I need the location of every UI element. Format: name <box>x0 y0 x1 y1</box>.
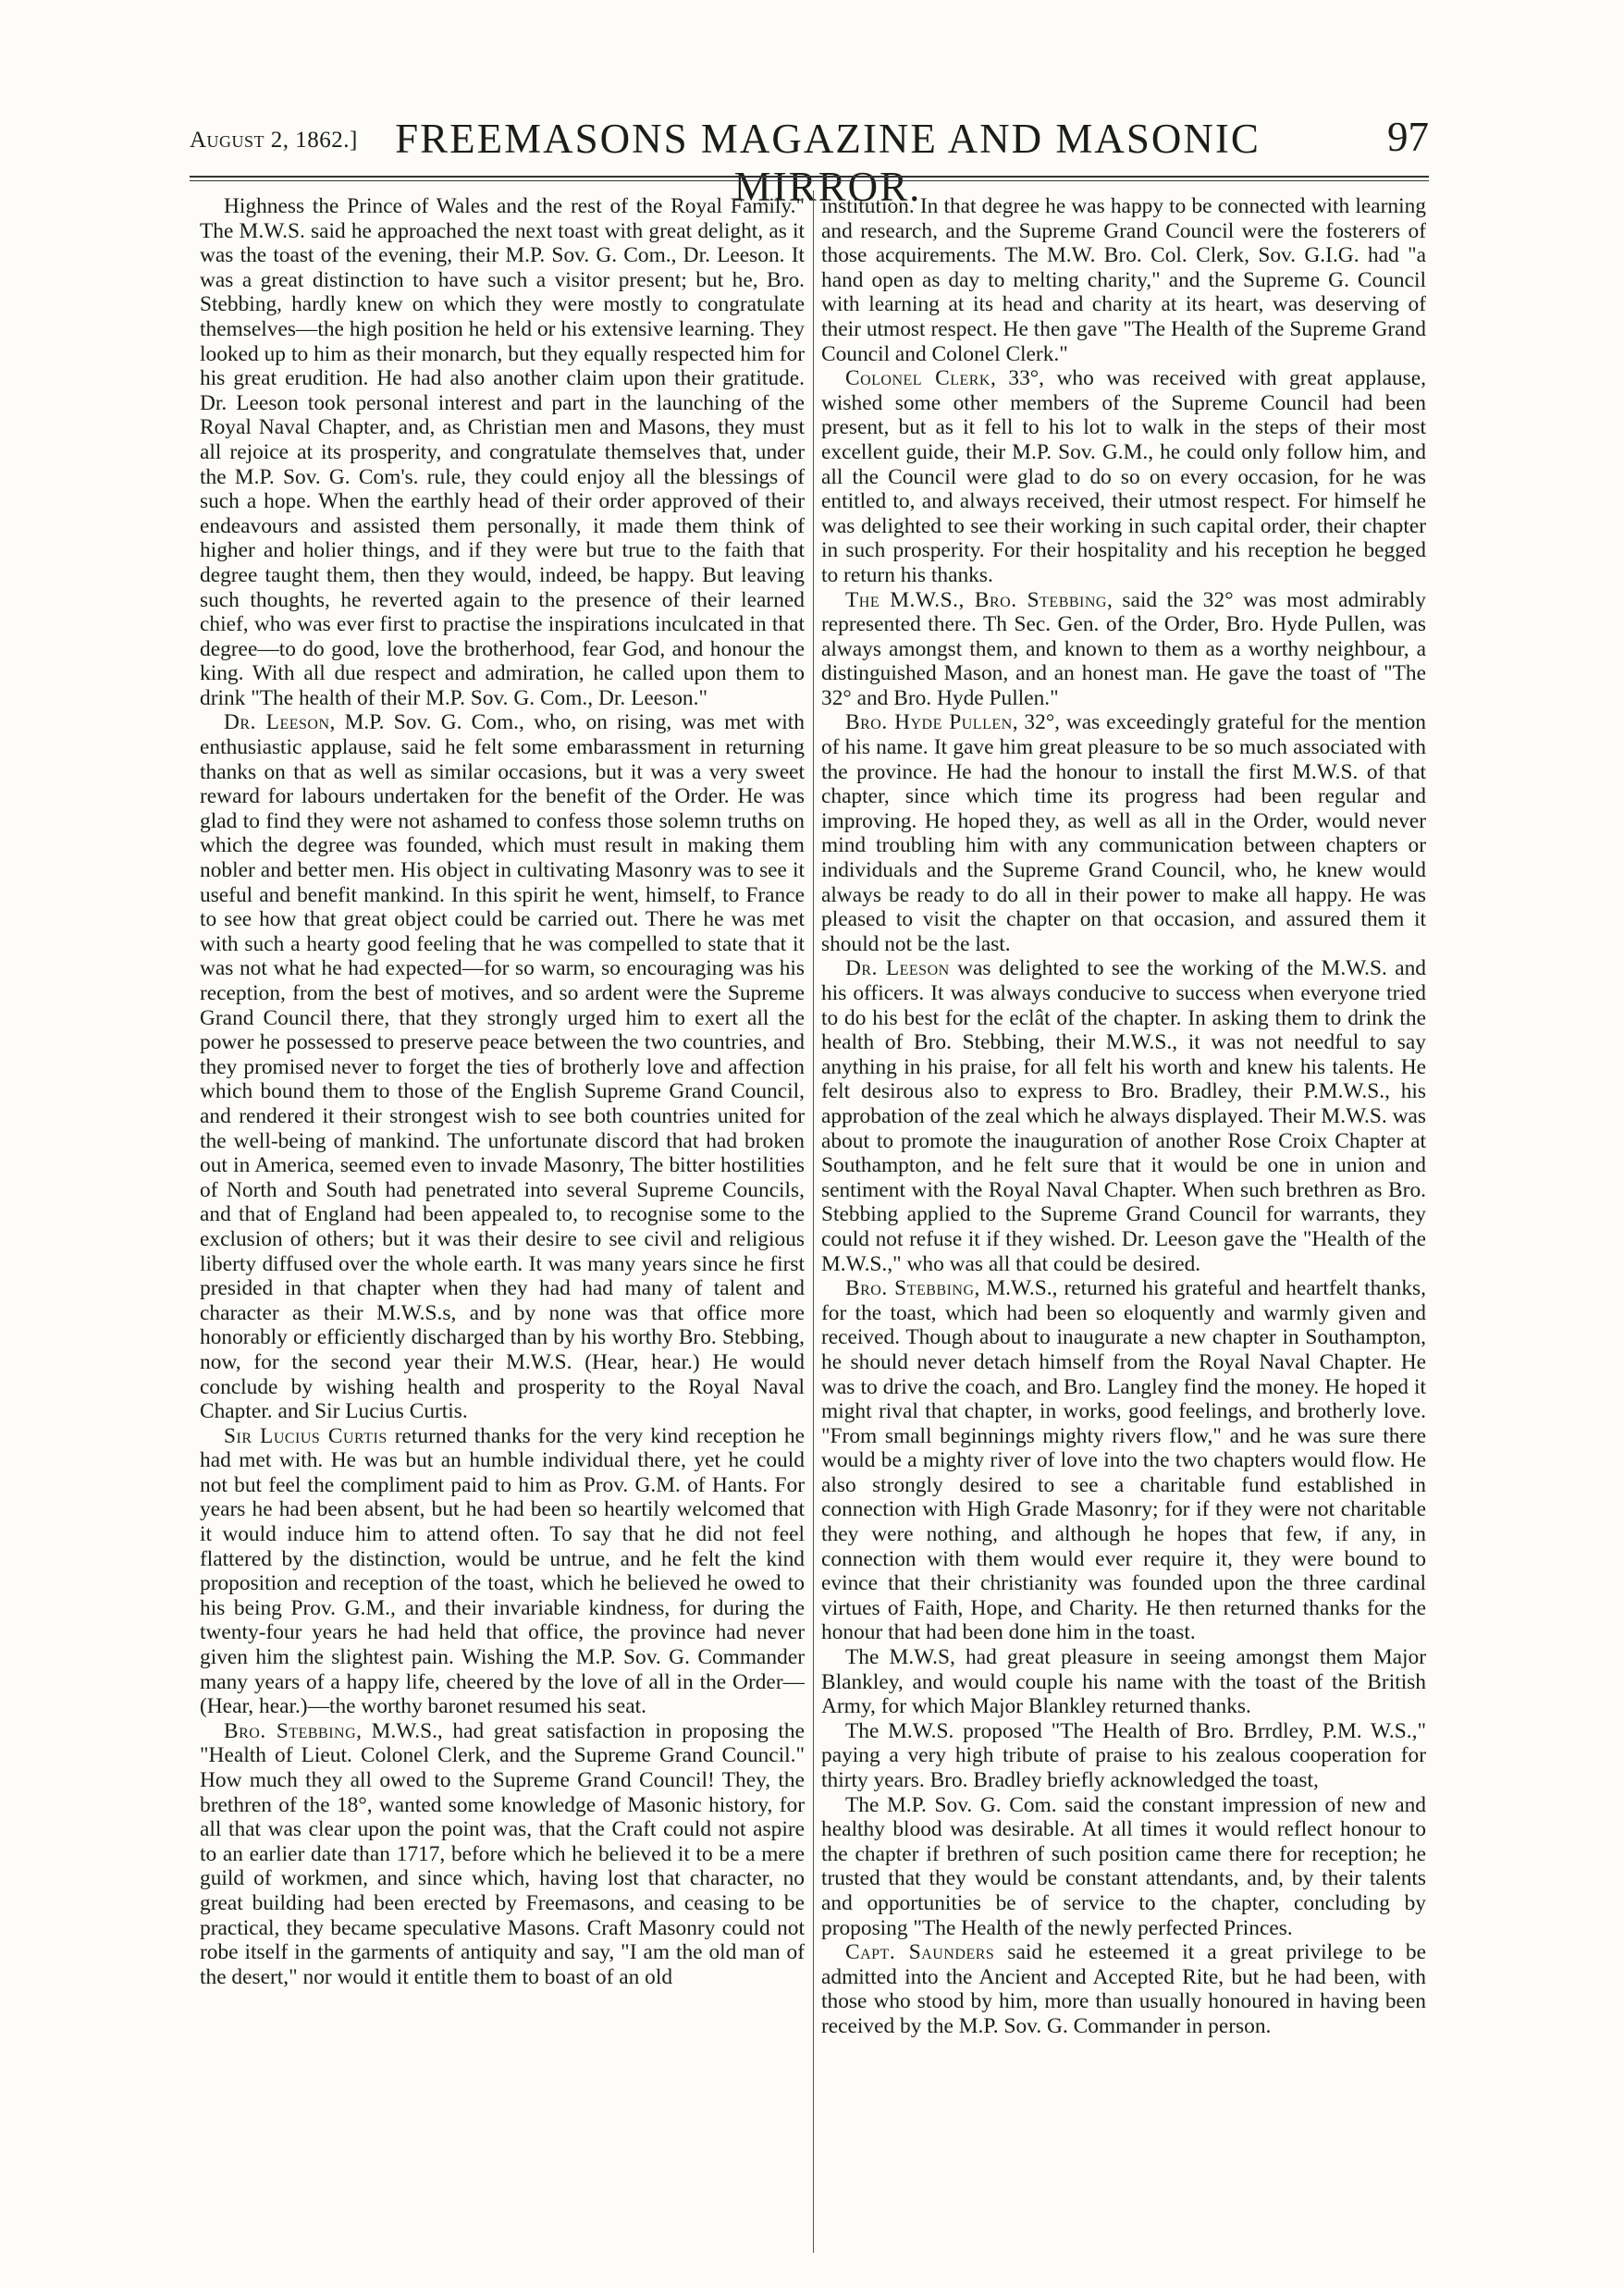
speaker-name: The M.W.S., Bro. Stebbing <box>845 587 1107 612</box>
speaker-name: Capt. Saunders <box>845 1940 995 1965</box>
masthead <box>190 109 1429 210</box>
paragraph-text: said he esteemed it a great privilege to be admitted into the Ancient and Accepted Rite, but he had been, with those who stood by him, more than usually honoured in having been received by the M.P. Sov. G. Commander in person. <box>821 1940 1426 2038</box>
paragraph <box>821 956 1426 1276</box>
paragraph <box>200 710 805 1423</box>
paragraph-text: , 32°, was exceedingly grateful for the mention of his name. It gave him great pleasure to be so much associated with the province. He had the honour to install the first M.W.S. of that chapter, since which time its progress had been regular and improving. He hoped they, as well as all in the Order, would never mind troubling him with any communication between chapters or individuals and the Supreme Grand Council, who, he knew would always be ready to do all in their power to make all happy. He was pleased to visit the chapter on that occasion, and assured them it should not be the last. <box>821 710 1426 956</box>
paragraph <box>821 588 1426 711</box>
paragraph-text: returned thanks for the very kind reception he had met with. He was but an humble individual there, yet he could not but feel the compliment paid to him as Prov. G.M. of Hants. For years he had been absent, but he had been so heartily welcomed that it would induce him to attend often. To say that he did not feel flattered by the distinction, would be untrue, and he felt the kind proposition and reception of the toast, which he believed he owed to his being Prov. G.M., and their invariable kindness, for during the twenty-four years he had held that office, the province had never given him the slightest pain. Wishing the M.P. Sov. G. Commander many years of a happy life, cheered by the love of all in the Order—(Hear, hear.)—the worthy baronet resumed his seat. <box>200 1423 805 1719</box>
header-rule <box>190 176 1429 178</box>
paragraph-text: was delighted to see the working of the M.W.S. and his officers. It was always conducive to success when everyone tried to do his best for the eclât of the chapter. In asking them to drink the health of Bro. Stebbing, their M.W.S., it was not needful to say anything in his praise, for all felt his worth and knew his talents. He felt desirous also to express to Bro. Bradley, their P.M.W.S., his approbation of the zeal which he always displayed. Their M.W.S. was about to promote the inauguration of another Rose Croix Chapter at Southampton, and he felt sure that it would be one in union and sentiment with the Royal Naval Chapter. When such brethren as Bro. Stebbing applied to the Supreme Grand Council for warrants, they could not refuse it if they wished. Dr. Leeson gave the "Health of the M.W.S.," who was all that could be desired. <box>821 956 1426 1276</box>
speaker-name: Bro. Stebbing <box>224 1718 357 1743</box>
speaker-name: Colonel Clerk <box>845 366 990 391</box>
paragraph-text: The M.P. Sov. G. Com. said the constant impression of new and healthy blood was desirable. At all times it would reflect honour to the chapter if brethren of such position came there for reception; he trusted that they would be constant attendants, and, by their talents and opportunities be of service to the chapter, concluding by proposing "The Health of the newly perfected Princes. <box>821 1792 1426 1940</box>
paragraph <box>821 1276 1426 1645</box>
paragraph-text: Highness the Prince of Wales and the rest of the Royal Family." The M.W.S. said he approached the next toast with great delight, as it was the toast of the evening, their M.P. Sov. G. Com., Dr. Leeson. It was a great distinction to have such a visitor present; but he, Bro. Stebbing, hardly knew on which they were mostly to congratulate themselves—the high position he held or his extensive learning. They looked up to him as their monarch, but they equally respected him for his great erudition. He had also another claim upon their gratitude. Dr. Leeson took personal interest and part in the launching of the Royal Naval Chapter, and, as Christian men and Masons, they must all rejoice at its prosperity, and congratulate themselves that, under the M.P. Sov. G. Com's. rule, they could enjoy all the blessings of such a hope. When the earthly head of their order approved of their endeavours and assisted them personally, it made them think of higher and holier things, and if they were but true to the faith that degree taught them, then they would, indeed, be happy. But leaving such thoughts, he reverted again to the presence of their learned chief, who was ever first to practise the inspirations inculcated in that degree—to do good, love the brotherhood, fear God, and honour the king. With all due respect and admiration, he called upon them to drink "The health of their M.P. Sov. G. Com., Dr. Leeson." <box>200 194 805 710</box>
paragraph-text: , M.P. Sov. G. Com., who, on rising, was met with enthusiastic applause, said he felt some embarassment in returning thanks on that as well as similar occasions, but it was a very sweet reward for labours undertaken for the benefit of the Order. He was glad to find they were not ashamed to confess those solemn truths on which the degree was founded, which must result in making them nobler and better men. His object in cultivating Masonry was to see it useful and benefit mankind. In this spirit he went, himself, to France to see how that great object could be carried out. There he was met with such a hearty good feeling that he was compelled to state that it was not what he had expected—for so warm, so encouraging was his reception, from the best of motives, and so ardent were the Supreme Grand Council there, that they strongly urged him to exert all the power he possessed to preserve peace between the two countries, and they promised never to forget the ties of brotherly love and affection which bound them to those of the English Supreme Grand Council, and rendered it their strongest wish to see both countries united for the well-being of mankind. The unfortunate discord that had broken out in America, seemed even to invade Masonry, The bitter hostilities of North and South had penetrated into several Supreme Councils, and that of England had been appealed to, to recognise some to the exclusion of others; but it was their desire to see civil and religious liberty diffused over the whole earth. It was many years since he first presided in that chapter when they had had many of talent and character as their M.W.S.s, and by none was that office more honorably or efficiently discharged than by his worthy Bro. Stebbing, now, for the second year their M.W.S. (Hear, hear.) He would conclude by wishing health and prosperity to the Royal Naval Chapter. and Sir Lucius Curtis. <box>200 710 805 1424</box>
paragraph <box>200 194 805 710</box>
paragraph-text: , said the 32° was most admirably represented there. Th Sec. Gen. of the Order, Bro. Hyde Pullen, was always amongst them, and known to them as a worthy neighbour, a distinguished Mason, and an honest man. He gave the toast of "The 32° and Bro. Hyde Pullen." <box>821 587 1426 710</box>
speaker-name: Dr. Leeson <box>224 710 330 735</box>
publication-title: FREEMASONS MAGAZINE AND MASONIC MIRROR. <box>395 116 1261 210</box>
speaker-name: Bro. Hyde Pullen <box>845 710 1013 735</box>
paragraph <box>821 194 1426 366</box>
paragraph <box>821 710 1426 956</box>
issue-date: August 2, 1862.] <box>190 128 358 153</box>
paragraph <box>200 1719 805 1990</box>
paragraph-text: institution. In that degree he was happy to be connected with learning and research, and the Supreme Grand Council were the fosterers of those acquirements. The M.W. Bro. Col. Clerk, Sov. G.I.G. had "a hand open as day to melting charity," and the Supreme G. Council with learning at its head and charity at its heart, was deserving of their utmost respect. He then gave "The Health of the Supreme Grand Council and Colonel Clerk." <box>821 194 1426 366</box>
speaker-name: Bro. Stebbing <box>845 1276 975 1301</box>
header-rule-thin <box>190 180 1429 181</box>
paragraph <box>821 366 1426 587</box>
paragraph <box>821 1645 1426 1719</box>
left-column <box>200 194 805 2266</box>
paragraph-text: The M.W.S, had great pleasure in seeing amongst them Major Blankley, and would couple his name with the toast of the British Army, for which Major Blankley returned thanks. <box>821 1645 1426 1719</box>
paragraph-text: The M.W.S. proposed "The Health of Bro. Brrdley, P.M. W.S.," paying a very high tribute of praise to his zealous cooperation for thirty years. Bro. Bradley briefly acknowledged the toast, <box>821 1718 1426 1792</box>
speaker-name: Dr. Leeson <box>845 956 950 981</box>
paragraph-text: , M.W.S., returned his grateful and heartfelt thanks, for the toast, which had been so eloquently and warmly given and received. Though about to inaugurate a new chapter in Southampton, he should never detach himself from the Royal Naval Chapter. He was to drive the coach, and Bro. Langley find the money. He hoped it might rival that chapter, in works, good feelings, and brotherly love. "From small beginnings mighty rivers flow," and he was sure there would be a mighty river of love into the two chapters would flow. He also strongly desired to see a charitable fund established in connection with High Grade Masonry; for if they were not charitable they were nothing, and although he hopes that few, if any, in connection with them would ever require it, they were bound to evince that their christianity was founded upon the three cardinal virtues of Faith, Hope, and Charity. He then returned thanks for the honour that had been done him in the toast. <box>821 1276 1426 1645</box>
paragraph <box>821 1793 1426 1941</box>
paragraph-text: , M.W.S., had great satisfaction in proposing the "Health of Lieut. Colonel Clerk, and the Supreme Grand Council." How much they all owed to the Supreme Grand Council! They, the brethren of the 18°, wanted some knowledge of Masonic history, for all that was clear upon the point was, that the Craft could not aspire to an earlier date than 1717, before which he believed it to be a mere guild of workmen, and since which, having lost that character, no great building had been erected by Freemasons, and ceasing to be practical, they became speculative Masons. Craft Masonry could not robe itself in the garments of antiquity and say, "I am the old man of the desert," nor would it entitle them to boast of an old <box>200 1718 805 1989</box>
page-number: 97 <box>1387 114 1429 160</box>
column-divider <box>813 191 814 2253</box>
paragraph-text: , 33°, who was received with great applause, wished some other members of the Supreme Council had been present, but as it fell to his lot to walk in the steps of their most excellent guide, their M.P. Sov. G.M., he could only follow him, and all the Council were glad to do so on every occasion, for he was entitled to, and always received, their utmost respect. For himself he was delighted to see their working in such capital order, their chapter in such prosperity. For their hospitality and his reception he begged to return his thanks. <box>821 366 1426 587</box>
right-column <box>821 194 1426 2266</box>
paragraph <box>200 1424 805 1719</box>
paragraph <box>821 1719 1426 1793</box>
speaker-name: Sir Lucius Curtis <box>224 1423 388 1448</box>
paragraph <box>821 1940 1426 2038</box>
